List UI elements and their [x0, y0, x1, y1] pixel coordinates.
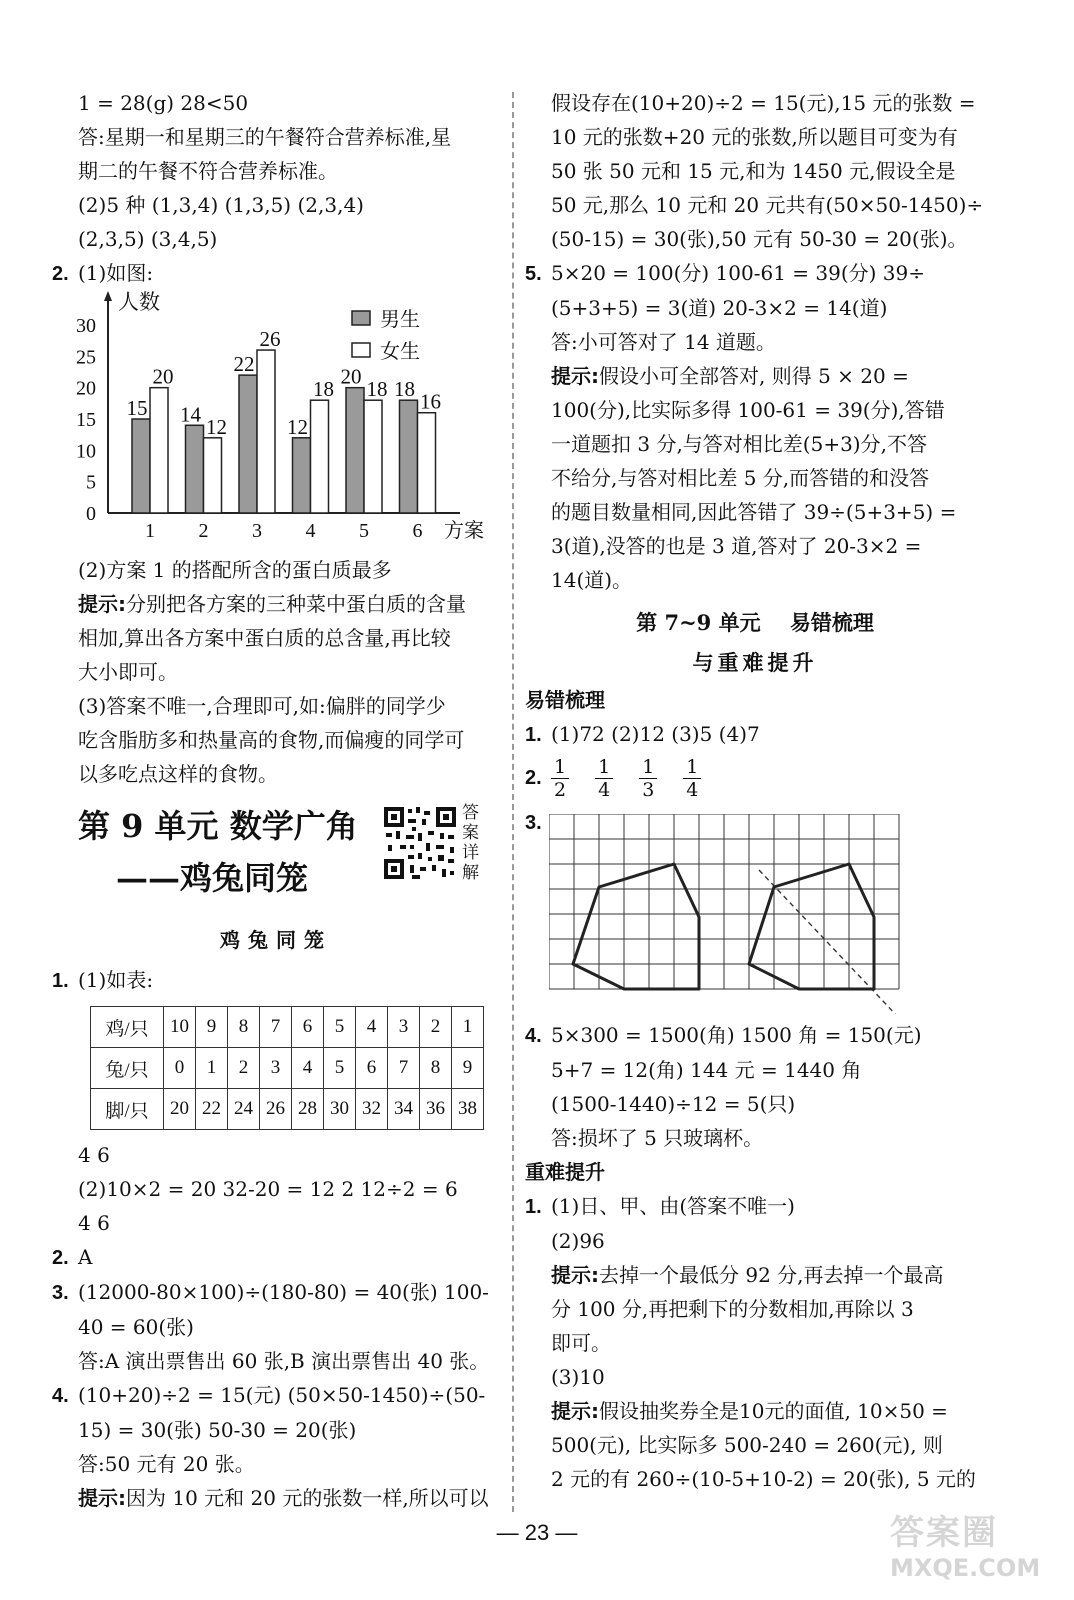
y-axis-arrow [104, 291, 112, 301]
question-number: 4. [52, 1385, 69, 1407]
table-cell: 3 [388, 1007, 420, 1048]
text-line: 以多吃点这样的食物。 [78, 762, 278, 786]
question-number: 2. [525, 766, 542, 789]
hint-text: 因为 10 元和 20 元的张数一样,所以可以 [126, 1486, 489, 1510]
table-cell: 6 [292, 1007, 324, 1048]
table-cell: 1 [452, 1007, 484, 1048]
data-label: 18 [313, 377, 334, 402]
legend-label: 男生 [380, 307, 420, 331]
bar [311, 400, 329, 513]
text-line: (5+3+5) = 3(道) 20-3×2 = 14(道) [551, 296, 888, 320]
hint-label: 提示: [78, 592, 126, 616]
text-line: 1 = 28(g) 28<50 [78, 91, 249, 115]
x-tick-label: 2 [198, 520, 209, 542]
bar [364, 400, 382, 513]
text-line: 100(分),比实际多得 100-61 = 39(分),答错 [551, 398, 945, 422]
data-label: 18 [366, 377, 388, 402]
table-row [91, 1007, 484, 1048]
text-line: (3)10 [551, 1365, 605, 1389]
fraction [639, 756, 657, 801]
section-label: 重难提升 [525, 1160, 605, 1184]
bar [150, 388, 168, 513]
question-number: 3. [525, 812, 542, 834]
unit-subtitle-right: 与重难提升 [692, 650, 818, 675]
denominator: 4 [686, 778, 699, 801]
watermark-text: 答案圈 [890, 1513, 998, 1553]
question-text: (1)72 (2)12 (3)5 (4)7 [551, 722, 760, 746]
y-tick-label: 5 [86, 471, 96, 494]
question-5 [525, 256, 985, 291]
question-4 [52, 1378, 500, 1413]
table-cell: 32 [356, 1089, 388, 1130]
row-header: 兔/只 [91, 1048, 164, 1089]
y-tick-label: 15 [76, 409, 96, 431]
table-cell: 2 [420, 1007, 452, 1048]
denominator: 2 [554, 778, 567, 801]
x-tick-label: 6 [412, 520, 423, 542]
table-cell: 2 [228, 1048, 260, 1089]
bar [132, 419, 150, 513]
question-text: 5×300 = 1500(角) 1500 角 = 150(元) [551, 1023, 922, 1047]
denominator: 3 [642, 778, 655, 801]
data-label: 15 [126, 396, 148, 420]
bar [204, 438, 222, 513]
table-cell: 22 [196, 1089, 228, 1130]
numerator: 1 [551, 756, 569, 779]
text-line: 大小即可。 [78, 660, 178, 684]
bar [400, 400, 418, 513]
text-line: (2)方案 1 的搭配所含的蛋白质最多 [78, 558, 392, 582]
bar [257, 350, 275, 513]
table-cell: 8 [228, 1007, 260, 1048]
legend-swatch [352, 343, 370, 357]
text-line: 答:损坏了 5 只玻璃杯。 [551, 1126, 764, 1150]
hint-text: 分别把各方案的三种菜中蛋白质的含量 [126, 592, 466, 616]
bar [418, 413, 436, 513]
data-label: 16 [420, 389, 441, 414]
watermark-logo [890, 1505, 1070, 1595]
right-column [525, 86, 985, 1496]
text-line: 期二的午餐不符合营养标准。 [78, 159, 338, 183]
text-line: 即可。 [551, 1331, 611, 1355]
hint-text: 假设小可全部答对, 则得 5 × 20 = [599, 364, 909, 388]
hint-label: 提示: [551, 364, 599, 388]
question-number: 4. [525, 1025, 542, 1047]
text-line: 14(道)。 [551, 568, 633, 592]
text-line: 50 张 50 元和 15 元,和为 1450 元,假设全是 [551, 159, 956, 183]
table-cell: 28 [292, 1089, 324, 1130]
hint-line [52, 1481, 500, 1515]
table-cell: 6 [356, 1048, 388, 1089]
hint-line [525, 359, 985, 393]
text-line: 答:小可答对了 14 道题。 [551, 330, 776, 354]
text-line: 吃含脂肪多和热量高的食物,而偏瘦的同学可 [78, 728, 465, 752]
table-cell: 9 [452, 1048, 484, 1089]
item-z1 [525, 1189, 985, 1224]
table-cell: 24 [228, 1089, 260, 1130]
text-line: (50-15) = 30(张),50 元有 50-30 = 20(张)。 [551, 227, 968, 251]
chicken-rabbit-table [90, 1006, 484, 1130]
table-cell: 7 [388, 1048, 420, 1089]
text-line: 2 元的有 260÷(10-5+10-2) = 20(张), 5 元的 [551, 1467, 976, 1491]
question-text: (1)如图: [78, 261, 154, 285]
original-shape [573, 864, 699, 989]
unit-title-right: 第 7~9 单元 易错梳理 [636, 610, 874, 635]
hint-text: 去掉一个最低分 92 分,再去掉一个最高 [599, 1263, 944, 1287]
data-label: 26 [259, 327, 281, 352]
y-axis-title: 人数 [118, 291, 160, 314]
data-label: 22 [233, 352, 255, 377]
page-number: — 23 — [496, 1520, 578, 1545]
question-text: (1)如表: [78, 968, 154, 992]
qr-code-icon [382, 805, 458, 881]
legend-swatch [352, 311, 370, 325]
data-label: 12 [287, 414, 308, 439]
table-cell: 9 [196, 1007, 228, 1048]
table-cell: 1 [196, 1048, 228, 1089]
grid-figure [549, 814, 911, 1014]
text-line: (1500-1440)÷12 = 5(只) [551, 1092, 796, 1116]
question-text: 5×20 = 100(分) 100-61 = 39(分) 39÷ [551, 261, 926, 285]
hint-text: 假设抽奖券全是10元的面值, 10×50 = [599, 1399, 948, 1423]
table-row [91, 1048, 484, 1089]
text-line: 假设存在(10+20)÷2 = 15(元),15 元的张数 = [551, 91, 976, 115]
table-cell: 34 [388, 1089, 420, 1130]
question-number: 3. [52, 1282, 69, 1304]
table-cell: 5 [324, 1007, 356, 1048]
bar [186, 425, 204, 513]
text-line: 500(元), 比实际多 500-240 = 260(元), 则 [551, 1433, 943, 1457]
table-cell: 20 [164, 1089, 196, 1130]
text-line: 分 100 分,再把剩下的分数相加,再除以 3 [551, 1297, 914, 1321]
x-tick-label: 5 [359, 520, 369, 542]
question-text: (10+20)÷2 = 15(元) (50×50-1450)÷(50- [78, 1383, 486, 1407]
text-line: 10 元的张数+20 元的张数,所以题目可变为有 [551, 125, 958, 149]
question-number: 1. [525, 724, 542, 746]
hint-line [525, 1394, 985, 1428]
text-line: (2)5 种 (1,3,4) (1,3,5) (2,3,4) [78, 193, 364, 217]
table-cell: 30 [324, 1089, 356, 1130]
watermark-url: MXQE.COM [890, 1554, 1041, 1582]
table-cell: 10 [164, 1007, 196, 1048]
hint-line [525, 1258, 985, 1292]
question-number: 5. [525, 263, 542, 285]
table-cell: 8 [420, 1048, 452, 1089]
hint-line [52, 587, 500, 621]
fraction [595, 756, 613, 801]
item-4 [525, 1018, 985, 1053]
fraction [551, 756, 569, 801]
numerator: 1 [639, 756, 657, 779]
qr-label: 答案详解 [462, 803, 479, 883]
question-number: 2. [52, 1247, 69, 1269]
data-label: 18 [394, 377, 415, 402]
table-row [91, 1089, 484, 1130]
text-line: 15) = 30(张) 50-30 = 20(张) [78, 1418, 357, 1442]
section-label: 易错梳理 [525, 688, 605, 712]
bar [293, 438, 311, 513]
data-label: 20 [152, 364, 174, 389]
text-line: 4 6 [78, 1143, 110, 1167]
table-cell: 7 [260, 1007, 292, 1048]
legend-label: 女生 [380, 339, 420, 363]
section-title: 鸡兔同笼 [220, 928, 332, 952]
text-line: (3)答案不唯一,合理即可,如:偏胖的同学少 [78, 694, 446, 718]
question-2b [52, 1240, 500, 1275]
question-text: (1)日、甲、由(答案不唯一) [551, 1194, 795, 1218]
row-header: 鸡/只 [91, 1007, 164, 1048]
text-line: 50 元,那么 10 元和 20 元共有(50×50-1450)÷ [551, 193, 984, 217]
text-line: 5+7 = 12(角) 144 元 = 1440 角 [551, 1058, 862, 1082]
hint-label: 提示: [551, 1263, 599, 1287]
table-cell: 3 [260, 1048, 292, 1089]
numerator: 1 [595, 756, 613, 779]
question-number: 1. [525, 1196, 542, 1218]
question-3 [52, 1275, 500, 1310]
table-cell: 4 [356, 1007, 388, 1048]
unit-subtitle: ——鸡兔同笼 [116, 859, 309, 897]
table-cell: 36 [420, 1089, 452, 1130]
y-tick-label: 0 [86, 503, 96, 525]
unit-header [52, 797, 500, 917]
column-divider [512, 92, 514, 1512]
text-line: 的题目数量相同,因此答错了 39÷(5+3+5) = [551, 500, 957, 524]
text-line: (2)96 [551, 1229, 605, 1253]
x-tick-label: 3 [252, 520, 262, 542]
text-line: (2)10×2 = 20 32-20 = 12 2 12÷2 = 6 [78, 1177, 458, 1201]
left-column [52, 86, 500, 1515]
question-number: 1. [52, 970, 69, 992]
table-cell: 38 [452, 1089, 484, 1130]
item-3 [525, 810, 985, 1018]
text-line: 答:50 元有 20 张。 [78, 1452, 255, 1476]
reflected-shape [749, 864, 874, 989]
data-label: 14 [180, 402, 201, 427]
hint-label: 提示: [78, 1486, 126, 1510]
y-tick-label: 10 [76, 440, 96, 463]
y-tick-label: 30 [76, 315, 96, 337]
text-line: 4 6 [78, 1211, 110, 1235]
unit-title: 第 9 单元 数学广角 [78, 807, 358, 845]
bar [346, 388, 364, 513]
bar-chart [52, 291, 500, 553]
fraction [683, 756, 701, 801]
bar [239, 375, 257, 513]
symmetry-axis [759, 870, 899, 1014]
hint-label: 提示: [551, 1399, 599, 1423]
data-label: 20 [340, 364, 362, 389]
text-line: 一道题扣 3 分,与答对相比差(5+3)分,不答 [551, 432, 927, 456]
x-tick-label: 4 [305, 520, 316, 542]
item-1 [525, 717, 985, 752]
row-header: 脚/只 [91, 1089, 164, 1130]
text-line: 3(道),没答的也是 3 道,答对了 20-3×2 = [551, 534, 922, 558]
item-2 [525, 752, 985, 804]
table-cell: 5 [324, 1048, 356, 1089]
y-tick-label: 25 [76, 346, 96, 369]
table-cell: 4 [292, 1048, 324, 1089]
y-tick-label: 20 [76, 377, 96, 400]
text-line: 相加,算出各方案中蛋白质的总含量,再比较 [78, 626, 451, 650]
text-line: 不给分,与答对相比差 5 分,而答错的和没答 [551, 466, 930, 490]
text-line: (2,3,5) (3,4,5) [78, 227, 218, 251]
question-number: 2. [52, 263, 69, 285]
data-label: 12 [206, 414, 227, 439]
question-text: (12000-80×100)÷(180-80) = 40(张) 100- [78, 1280, 489, 1304]
text-line: 答:星期一和星期三的午餐符合营养标准,星 [78, 125, 452, 149]
question-1 [52, 963, 500, 998]
table-cell: 26 [260, 1089, 292, 1130]
x-axis-title: 方案 [444, 518, 484, 542]
denominator: 4 [598, 778, 611, 801]
text-line: 答:A 演出票售出 60 张,B 演出票售出 40 张。 [78, 1349, 490, 1373]
question-text: A [78, 1245, 93, 1269]
table-cell: 0 [164, 1048, 196, 1089]
numerator: 1 [683, 756, 701, 779]
text-line: 40 = 60(张) [78, 1315, 194, 1339]
x-tick-label: 1 [145, 520, 155, 542]
question-2 [52, 256, 500, 291]
